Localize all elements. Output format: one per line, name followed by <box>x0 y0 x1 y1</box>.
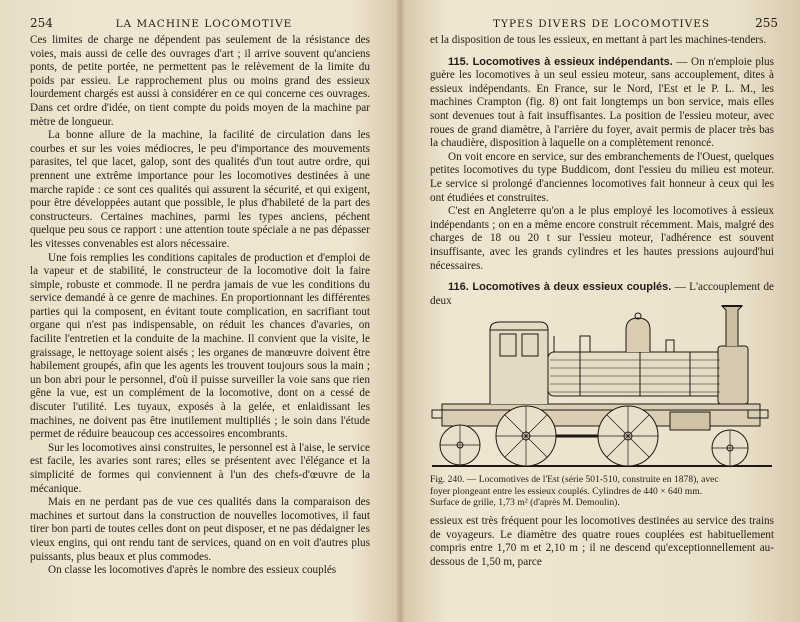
caption-line: Fig. 240. — Locomotives de l'Est (série 501-510, construite en 1878), avec <box>430 474 719 485</box>
caption-line: foyer plongeant entre les essieux couplés. Cylindres de 440 × 640 mm. <box>430 485 703 497</box>
left-page-header <box>30 16 375 30</box>
running-head: LA MACHINE LOCOMOTIVE <box>115 18 293 30</box>
paragraph: Ces limites de charge ne dépendent pas seulement de la résistance des voies, mais aussi de celle des ouvrages d'art ; il arrive souvent qu'anciens ponts, de petite portée, ne permettent pas le relèvement de la limite du poids par essieu. Le rapprochement plus ou moins grand des essieux lourdement chargés est aussi à considérer en ce qui concerne ces ouvrages. Dans cet ordre d'idée, on tient compte du poids moyen de la machine par mètre de longueur. <box>30 34 370 128</box>
right-page <box>400 0 800 622</box>
section-title: 115. Locomotives à essieux indépendants. <box>448 55 673 68</box>
caption-line: Surface de grille, 1,73 m² (d'après M. Demoulin). <box>430 497 620 508</box>
locomotive-engraving <box>430 300 774 472</box>
paragraph: C'est en Angleterre qu'on a le plus employé les locomotives à essieux indépendants ; on en a même encore construit récemment. Mais, malgré des charges de 18 ou 20 t sur l'essieu moteur, l'adhérence est souvent insuffisante, avec les grands cylindres et les hautes pressions aujourd'hui nécessaires. <box>430 205 774 272</box>
paragraph: Une fois remplies les conditions capitales de production et d'emploi de la vapeur et de stabilité, le constructeur de la locomotive doit la faire simple, robuste et commode. Il ne perdra jamais de vue les conditions du service demandé à ce genre de machines. En proportionnant les différentes parties qui la composent, en évitant toute complication, en sacrifiant tout organe qui n'est pas indispensable, on réduit les chances d'avaries, on facilite l'entretien et la conduite de la machine. Il convient que la visite, le graissage, le nettoyage soient aisés ; les organes de manœuvre doivent être habilement groupés, afin que les agents les trouvent toujours sous la main ; un bon abri pour le personnel, d'où il puisse surveiller la voie sans que rien gêne la vue, est un complément de la locomotive, dont on a cessé de discuter l'utilité. Les tuyaux, exposés à la gelée, et enlaidissant les machines, ne doivent pas être inutilement multipliés ; le soin dans l'étude permet de réduire beaucoup ces accessoires encombrants. <box>30 251 370 441</box>
section-115 <box>430 56 774 151</box>
left-text-column <box>30 34 370 578</box>
running-head: TYPES DIVERS DE LOCOMOTIVES <box>493 18 711 30</box>
page-number: 255 <box>755 16 778 30</box>
right-page-header <box>428 16 778 30</box>
figure-caption <box>430 474 774 509</box>
right-bottom-text <box>430 515 774 569</box>
paragraph: Sur les locomotives ainsi construites, le personnel est à l'aise, le service est facile, les avaries sont rares; elles se présentent avec l'élégance et la simplicité de formes qui conviennent à l'un des chefs-d'œuvre de la mécanique. <box>30 441 370 495</box>
right-text-column <box>430 34 774 308</box>
paragraph: et la disposition de tous les essieux, en mettant à part les machines-tenders. <box>430 34 767 46</box>
paragraph: On voit encore en service, sur des embranchements de l'Ouest, quelques petites locomotives du type Buddicom, dont l'essieu du milieu est moteur. Le service si prolongé d'anciennes locomotives fait honneur à ceux qui les ont étudiées et construites. <box>430 150 774 204</box>
page-number: 254 <box>30 16 53 30</box>
paragraph: La bonne allure de la machine, la facilité de circulation dans les courbes et sur les voies médiocres, le peu d'importance des mouvements parasites, tel que lacet, galop, sont des qualités d'un tout autre ordre, qui prennent une extrême importance pour les locomotives destinées à une marche rapide : ce sont ces qualités qui assurent la sécurité, et qui exigent, pour être développées autant que possible, le plus d'habileté de la part des constructeurs. Certaines machines, parmi les types anciens, péchent quelque peu sous ce rapport : une attention toute spéciale a ne pas dépasser les vitesses convenables est alors nécessaire. <box>30 129 370 250</box>
section-text: — On n'emploie plus guère les locomotives à un seul essieu moteur, sans accouplement, dites à essieux indépendants. En France, sur le Nord, l'Est et le P. L. M., les machines Crampton (fig. 8) ont fait longtemps un bon service, mais elles sont devenues tout à fait insuffisantes. La position de l'essieu moteur, avec roues de grand diamètre, à l'arrière du foyer, avait permis de placer très bas la chaudière, disposition à laquelle on a complètement renoncé. <box>430 55 774 150</box>
paragraph: On classe les locomotives d'après le nombre des essieux couplés <box>48 564 337 577</box>
section-title: 116. Locomotives à deux essieux couplés. <box>448 281 672 294</box>
section-text: — L'accouplement de deux <box>430 281 775 307</box>
paragraph: Mais en ne perdant pas de vue ces qualités dans la comparaison des machines et surtout dans la construction de nouvelles locomotives, il faut tirer bon parti de toutes celles dont on peut disposer, et ne pas dédaigner les vieux engins, qui ont rendu tant de services, quand on en voit d'autres plus puissants, plus beaux et plus commodes. <box>30 496 370 563</box>
paragraph: essieux est très fréquent pour les locomotives destinées au service des trains de voyageurs. Le diamètre des quatre roues couplées est habituellement compris entre 1,70 m et 2,10 m ; il ne descend qu'exceptionnellement au-dessous de 1,50 m, parce <box>430 515 774 568</box>
